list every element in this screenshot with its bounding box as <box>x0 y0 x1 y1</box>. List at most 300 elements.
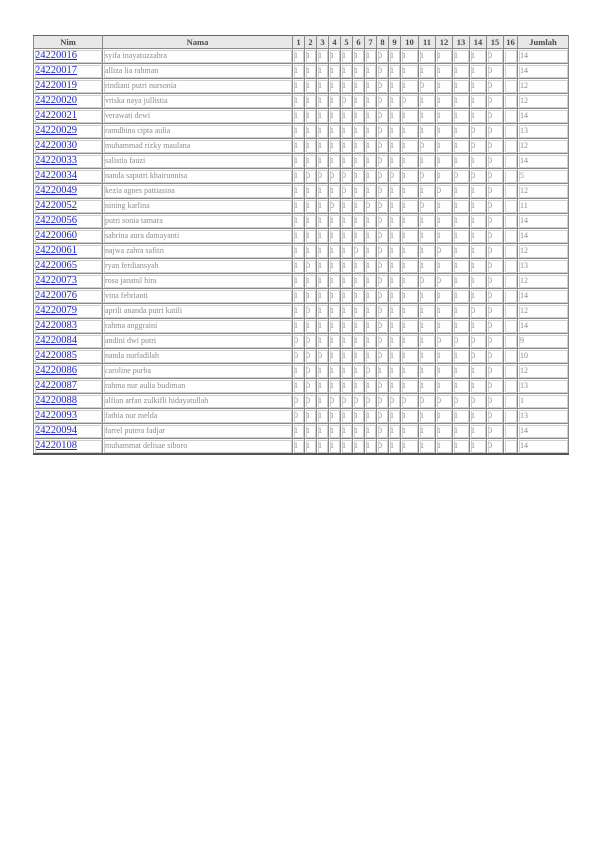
table-row <box>34 244 569 259</box>
score-cell: 1 <box>453 244 470 259</box>
score-cell: 1 <box>317 274 329 289</box>
nim-link[interactable]: 24220084 <box>34 334 103 349</box>
total-score: 1 <box>518 394 569 409</box>
score-cell: 1 <box>293 64 305 79</box>
score-cell: 1 <box>453 349 470 364</box>
score-cell: 0 <box>453 334 470 349</box>
score-cell: 1 <box>436 364 453 379</box>
nim-link[interactable]: 24220060 <box>34 229 103 244</box>
score-cell: 1 <box>453 199 470 214</box>
score-cell: 1 <box>341 214 353 229</box>
score-cell: 1 <box>453 184 470 199</box>
column-header-question-11: 11 <box>419 36 436 49</box>
score-cell <box>504 64 518 79</box>
score-cell: 1 <box>436 199 453 214</box>
student-name: nining karlina <box>103 199 293 214</box>
score-cell: 1 <box>419 154 436 169</box>
score-cell <box>504 199 518 214</box>
score-cell: 0 <box>401 394 419 409</box>
score-cell: 1 <box>389 349 401 364</box>
total-score: 14 <box>518 289 569 304</box>
table-row <box>34 229 569 244</box>
score-cell: 1 <box>389 409 401 424</box>
score-cell: 1 <box>389 424 401 439</box>
total-score: 13 <box>518 124 569 139</box>
score-cell: 1 <box>329 64 341 79</box>
nim-link[interactable]: 24220049 <box>34 184 103 199</box>
score-cell: 0 <box>419 274 436 289</box>
total-score: 12 <box>518 79 569 94</box>
score-cell: 1 <box>389 334 401 349</box>
score-cell: 0 <box>305 169 317 184</box>
score-cell: 1 <box>470 154 487 169</box>
score-cell: 1 <box>317 124 329 139</box>
score-cell: 0 <box>419 79 436 94</box>
score-cell <box>504 109 518 124</box>
score-cell: 1 <box>365 229 377 244</box>
score-cell: 1 <box>389 439 401 455</box>
score-cell: 1 <box>436 64 453 79</box>
score-cell: 1 <box>341 349 353 364</box>
score-cell: 1 <box>341 109 353 124</box>
score-cell: 0 <box>377 154 389 169</box>
score-cell: 1 <box>365 439 377 455</box>
student-name: muhammad rizky maulana <box>103 139 293 154</box>
total-score: 12 <box>518 304 569 319</box>
score-cell: 1 <box>453 214 470 229</box>
nim-link[interactable]: 24220108 <box>34 439 103 455</box>
score-cell: 1 <box>353 364 365 379</box>
score-cell: 0 <box>377 214 389 229</box>
total-score: 14 <box>518 214 569 229</box>
score-cell: 1 <box>317 409 329 424</box>
score-cell: 0 <box>365 199 377 214</box>
score-cell: 1 <box>341 79 353 94</box>
score-cell <box>504 319 518 334</box>
column-header-question-14: 14 <box>470 36 487 49</box>
score-cell: 1 <box>329 94 341 109</box>
score-cell: 1 <box>293 229 305 244</box>
score-cell: 1 <box>453 49 470 64</box>
score-cell: 1 <box>317 49 329 64</box>
score-cell: 1 <box>329 304 341 319</box>
score-cell: 0 <box>305 334 317 349</box>
score-cell: 1 <box>293 124 305 139</box>
score-cell: 1 <box>305 64 317 79</box>
nim-link[interactable]: 24220085 <box>34 349 103 364</box>
score-cell: 0 <box>377 169 389 184</box>
score-cell: 1 <box>453 229 470 244</box>
score-cell: 1 <box>341 139 353 154</box>
score-cell: 1 <box>353 199 365 214</box>
score-cell: 1 <box>341 229 353 244</box>
nim-link[interactable]: 24220061 <box>34 244 103 259</box>
score-cell: 0 <box>305 364 317 379</box>
score-cell: 0 <box>470 349 487 364</box>
score-cell: 0 <box>377 229 389 244</box>
score-cell: 1 <box>329 409 341 424</box>
score-cell: 1 <box>293 304 305 319</box>
total-score: 14 <box>518 64 569 79</box>
score-cell: 1 <box>389 94 401 109</box>
score-cell: 0 <box>470 139 487 154</box>
score-cell: 1 <box>329 259 341 274</box>
score-cell: 0 <box>419 169 436 184</box>
nim-link[interactable]: 24220034 <box>34 169 103 184</box>
score-cell: 1 <box>353 64 365 79</box>
student-name: ramdhina cipta aulia <box>103 124 293 139</box>
score-cell: 1 <box>353 124 365 139</box>
score-cell: 1 <box>401 214 419 229</box>
score-cell: 0 <box>487 259 504 274</box>
score-cell: 1 <box>419 184 436 199</box>
score-cell: 1 <box>401 64 419 79</box>
score-cell: 1 <box>317 424 329 439</box>
score-cell: 1 <box>453 409 470 424</box>
score-cell: 1 <box>329 184 341 199</box>
score-cell: 0 <box>377 79 389 94</box>
score-cell: 1 <box>453 274 470 289</box>
nim-link[interactable]: 24220017 <box>34 64 103 79</box>
score-cell: 1 <box>317 364 329 379</box>
total-score: 12 <box>518 184 569 199</box>
score-cell: 0 <box>436 394 453 409</box>
score-cell: 1 <box>305 289 317 304</box>
table-row <box>34 109 569 124</box>
nim-link[interactable]: 24220033 <box>34 154 103 169</box>
score-cell <box>504 169 518 184</box>
student-name: nanda saputri khairunnisa <box>103 169 293 184</box>
score-cell <box>504 229 518 244</box>
nim-link[interactable]: 24220021 <box>34 109 103 124</box>
score-cell: 1 <box>305 49 317 64</box>
score-cell: 0 <box>487 49 504 64</box>
student-name: caroline purba <box>103 364 293 379</box>
score-cell <box>504 139 518 154</box>
student-name: vina febrianti <box>103 289 293 304</box>
nim-link[interactable]: 24220052 <box>34 199 103 214</box>
score-cell: 0 <box>401 94 419 109</box>
table-row <box>34 124 569 139</box>
score-cell: 0 <box>329 169 341 184</box>
score-cell: 0 <box>341 94 353 109</box>
nim-link[interactable]: 24220076 <box>34 289 103 304</box>
nim-link[interactable]: 24220056 <box>34 214 103 229</box>
score-cell: 1 <box>389 244 401 259</box>
score-cell: 1 <box>341 64 353 79</box>
score-cell: 1 <box>389 49 401 64</box>
score-cell: 1 <box>305 439 317 455</box>
score-cell: 1 <box>365 304 377 319</box>
nim-link[interactable]: 24220088 <box>34 394 103 409</box>
score-cell: 0 <box>305 304 317 319</box>
score-cell: 1 <box>419 424 436 439</box>
nim-link[interactable]: 24220030 <box>34 139 103 154</box>
score-cell: 1 <box>365 184 377 199</box>
score-cell: 1 <box>436 214 453 229</box>
score-cell: 1 <box>329 109 341 124</box>
score-cell: 0 <box>487 79 504 94</box>
score-cell: 1 <box>353 169 365 184</box>
nim-link[interactable]: 24220079 <box>34 304 103 319</box>
score-cell: 1 <box>436 169 453 184</box>
score-cell: 0 <box>377 199 389 214</box>
score-cell: 1 <box>305 274 317 289</box>
score-cell: 1 <box>365 154 377 169</box>
table-row <box>34 64 569 79</box>
score-cell: 0 <box>377 379 389 394</box>
student-name: verawati dewi <box>103 109 293 124</box>
total-score: 13 <box>518 409 569 424</box>
score-cell: 1 <box>341 379 353 394</box>
score-cell: 0 <box>389 169 401 184</box>
score-cell: 1 <box>365 334 377 349</box>
total-score: 14 <box>518 439 569 455</box>
score-cell: 1 <box>453 109 470 124</box>
score-cell: 1 <box>341 49 353 64</box>
table-row <box>34 139 569 154</box>
score-cell: 1 <box>419 64 436 79</box>
score-cell: 1 <box>293 439 305 455</box>
score-cell: 0 <box>389 394 401 409</box>
score-cell: 1 <box>365 214 377 229</box>
score-cell: 0 <box>436 244 453 259</box>
score-cell: 0 <box>487 439 504 455</box>
table-row <box>34 184 569 199</box>
table-row <box>34 214 569 229</box>
score-cell: 0 <box>487 199 504 214</box>
score-cell: 0 <box>470 394 487 409</box>
score-cell: 1 <box>317 79 329 94</box>
column-header-question-10: 10 <box>401 36 419 49</box>
score-cell: 1 <box>401 304 419 319</box>
score-cell: 1 <box>401 349 419 364</box>
score-cell: 1 <box>389 379 401 394</box>
table-row <box>34 394 569 409</box>
score-cell: 1 <box>329 229 341 244</box>
score-cell: 0 <box>487 154 504 169</box>
score-cell <box>504 94 518 109</box>
score-cell: 1 <box>470 379 487 394</box>
score-cell: 0 <box>487 169 504 184</box>
score-cell: 1 <box>353 154 365 169</box>
nim-link[interactable]: 24220094 <box>34 424 103 439</box>
score-cell: 1 <box>341 364 353 379</box>
score-cell: 1 <box>453 64 470 79</box>
score-cell: 0 <box>377 304 389 319</box>
score-cell: 1 <box>470 109 487 124</box>
score-cell <box>504 394 518 409</box>
score-cell: 0 <box>487 304 504 319</box>
score-cell: 0 <box>293 334 305 349</box>
nim-link[interactable]: 24220093 <box>34 409 103 424</box>
score-cell: 1 <box>365 124 377 139</box>
score-cell: 0 <box>293 349 305 364</box>
score-cell: 1 <box>317 199 329 214</box>
score-cell: 1 <box>436 259 453 274</box>
score-cell <box>504 184 518 199</box>
score-cell: 1 <box>293 364 305 379</box>
score-cell: 1 <box>401 424 419 439</box>
score-cell: 1 <box>365 424 377 439</box>
score-cell: 1 <box>341 409 353 424</box>
score-cell: 0 <box>377 394 389 409</box>
score-cell: 1 <box>453 319 470 334</box>
score-cell: 1 <box>436 49 453 64</box>
score-cell: 1 <box>293 139 305 154</box>
score-cell: 1 <box>419 349 436 364</box>
score-cell: 0 <box>377 349 389 364</box>
score-cell: 0 <box>487 64 504 79</box>
table-row <box>34 94 569 109</box>
score-cell: 1 <box>365 409 377 424</box>
score-cell: 1 <box>453 94 470 109</box>
score-cell <box>504 379 518 394</box>
score-cell: 1 <box>317 94 329 109</box>
score-cell: 1 <box>329 349 341 364</box>
score-cell: 0 <box>470 169 487 184</box>
score-cell: 1 <box>293 49 305 64</box>
score-cell: 0 <box>353 394 365 409</box>
score-cell: 1 <box>365 139 377 154</box>
score-cell: 1 <box>317 214 329 229</box>
student-name: ryan ferdiansyah <box>103 259 293 274</box>
score-cell <box>504 214 518 229</box>
score-cell: 0 <box>470 304 487 319</box>
score-cell <box>504 79 518 94</box>
score-cell: 0 <box>470 124 487 139</box>
score-cell: 1 <box>341 439 353 455</box>
score-cell: 1 <box>470 259 487 274</box>
score-cell: 1 <box>453 379 470 394</box>
score-cell: 0 <box>487 274 504 289</box>
total-score: 12 <box>518 244 569 259</box>
score-cell: 1 <box>470 289 487 304</box>
nim-link[interactable]: 24220083 <box>34 319 103 334</box>
score-cell: 1 <box>329 274 341 289</box>
table-row <box>34 154 569 169</box>
score-cell: 0 <box>436 274 453 289</box>
column-header-question-8: 8 <box>377 36 389 49</box>
score-cell: 1 <box>293 94 305 109</box>
score-cell: 1 <box>329 424 341 439</box>
score-cell: 0 <box>329 394 341 409</box>
score-cell: 1 <box>401 154 419 169</box>
score-cell <box>504 439 518 455</box>
score-cell: 1 <box>470 214 487 229</box>
score-cell: 0 <box>293 409 305 424</box>
score-cell: 1 <box>293 424 305 439</box>
score-cell: 0 <box>487 94 504 109</box>
score-cell: 1 <box>470 424 487 439</box>
nim-link[interactable]: 24220020 <box>34 94 103 109</box>
nim-link[interactable]: 24220073 <box>34 274 103 289</box>
score-cell: 1 <box>341 319 353 334</box>
score-cell: 1 <box>470 64 487 79</box>
score-cell: 0 <box>487 394 504 409</box>
score-cell: 1 <box>389 214 401 229</box>
column-header-question-2: 2 <box>305 36 317 49</box>
student-name: kezia agnes pattiasina <box>103 184 293 199</box>
score-cell: 1 <box>453 79 470 94</box>
score-cell: 1 <box>365 274 377 289</box>
score-cell <box>504 424 518 439</box>
score-cell: 1 <box>305 109 317 124</box>
nim-link[interactable]: 24220016 <box>34 49 103 64</box>
total-score: 14 <box>518 109 569 124</box>
score-cell: 1 <box>419 439 436 455</box>
score-cell: 1 <box>453 154 470 169</box>
student-name: putri sonia tamara <box>103 214 293 229</box>
table-row <box>34 379 569 394</box>
nim-link[interactable]: 24220065 <box>34 259 103 274</box>
student-name: rindiani putri nursonia <box>103 79 293 94</box>
score-cell: 0 <box>487 184 504 199</box>
score-cell: 1 <box>293 169 305 184</box>
score-cell: 1 <box>305 154 317 169</box>
score-cell: 1 <box>389 184 401 199</box>
score-cell: 1 <box>389 64 401 79</box>
score-cell: 0 <box>487 409 504 424</box>
total-score: 14 <box>518 154 569 169</box>
score-cell <box>504 274 518 289</box>
score-cell: 1 <box>341 199 353 214</box>
score-cell: 1 <box>470 364 487 379</box>
score-cell: 1 <box>419 319 436 334</box>
student-name: nanda nurfadilah <box>103 349 293 364</box>
score-cell: 1 <box>365 169 377 184</box>
score-cell: 1 <box>353 109 365 124</box>
score-cell: 1 <box>470 184 487 199</box>
nim-link[interactable]: 24220086 <box>34 364 103 379</box>
score-cell: 1 <box>401 439 419 455</box>
score-cell: 0 <box>419 139 436 154</box>
score-cell: 0 <box>353 244 365 259</box>
score-cell: 1 <box>353 439 365 455</box>
score-cell: 0 <box>341 394 353 409</box>
score-cell: 0 <box>487 379 504 394</box>
score-cell: 1 <box>365 289 377 304</box>
score-cell: 1 <box>377 364 389 379</box>
score-cell: 0 <box>341 184 353 199</box>
score-cell: 1 <box>353 139 365 154</box>
score-cell: 1 <box>419 214 436 229</box>
score-cell: 1 <box>317 394 329 409</box>
student-name: muhammat delisae siboro <box>103 439 293 455</box>
student-name: salistia fauzi <box>103 154 293 169</box>
score-cell: 0 <box>305 259 317 274</box>
column-header-nim: Nim <box>34 36 103 49</box>
score-cell: 0 <box>377 424 389 439</box>
score-cell: 1 <box>305 79 317 94</box>
score-cell: 1 <box>353 49 365 64</box>
score-cell: 0 <box>487 214 504 229</box>
column-header-question-16: 16 <box>504 36 518 49</box>
nim-link[interactable]: 24220087 <box>34 379 103 394</box>
nim-link[interactable]: 24220029 <box>34 124 103 139</box>
score-cell: 1 <box>401 409 419 424</box>
score-cell: 0 <box>377 109 389 124</box>
nim-link[interactable]: 24220019 <box>34 79 103 94</box>
score-cell: 1 <box>401 109 419 124</box>
score-cell: 0 <box>377 439 389 455</box>
score-cell: 1 <box>419 304 436 319</box>
score-cell: 1 <box>329 79 341 94</box>
score-cell: 0 <box>377 334 389 349</box>
score-cell: 1 <box>436 79 453 94</box>
score-cell: 1 <box>293 79 305 94</box>
score-cell: 1 <box>453 304 470 319</box>
